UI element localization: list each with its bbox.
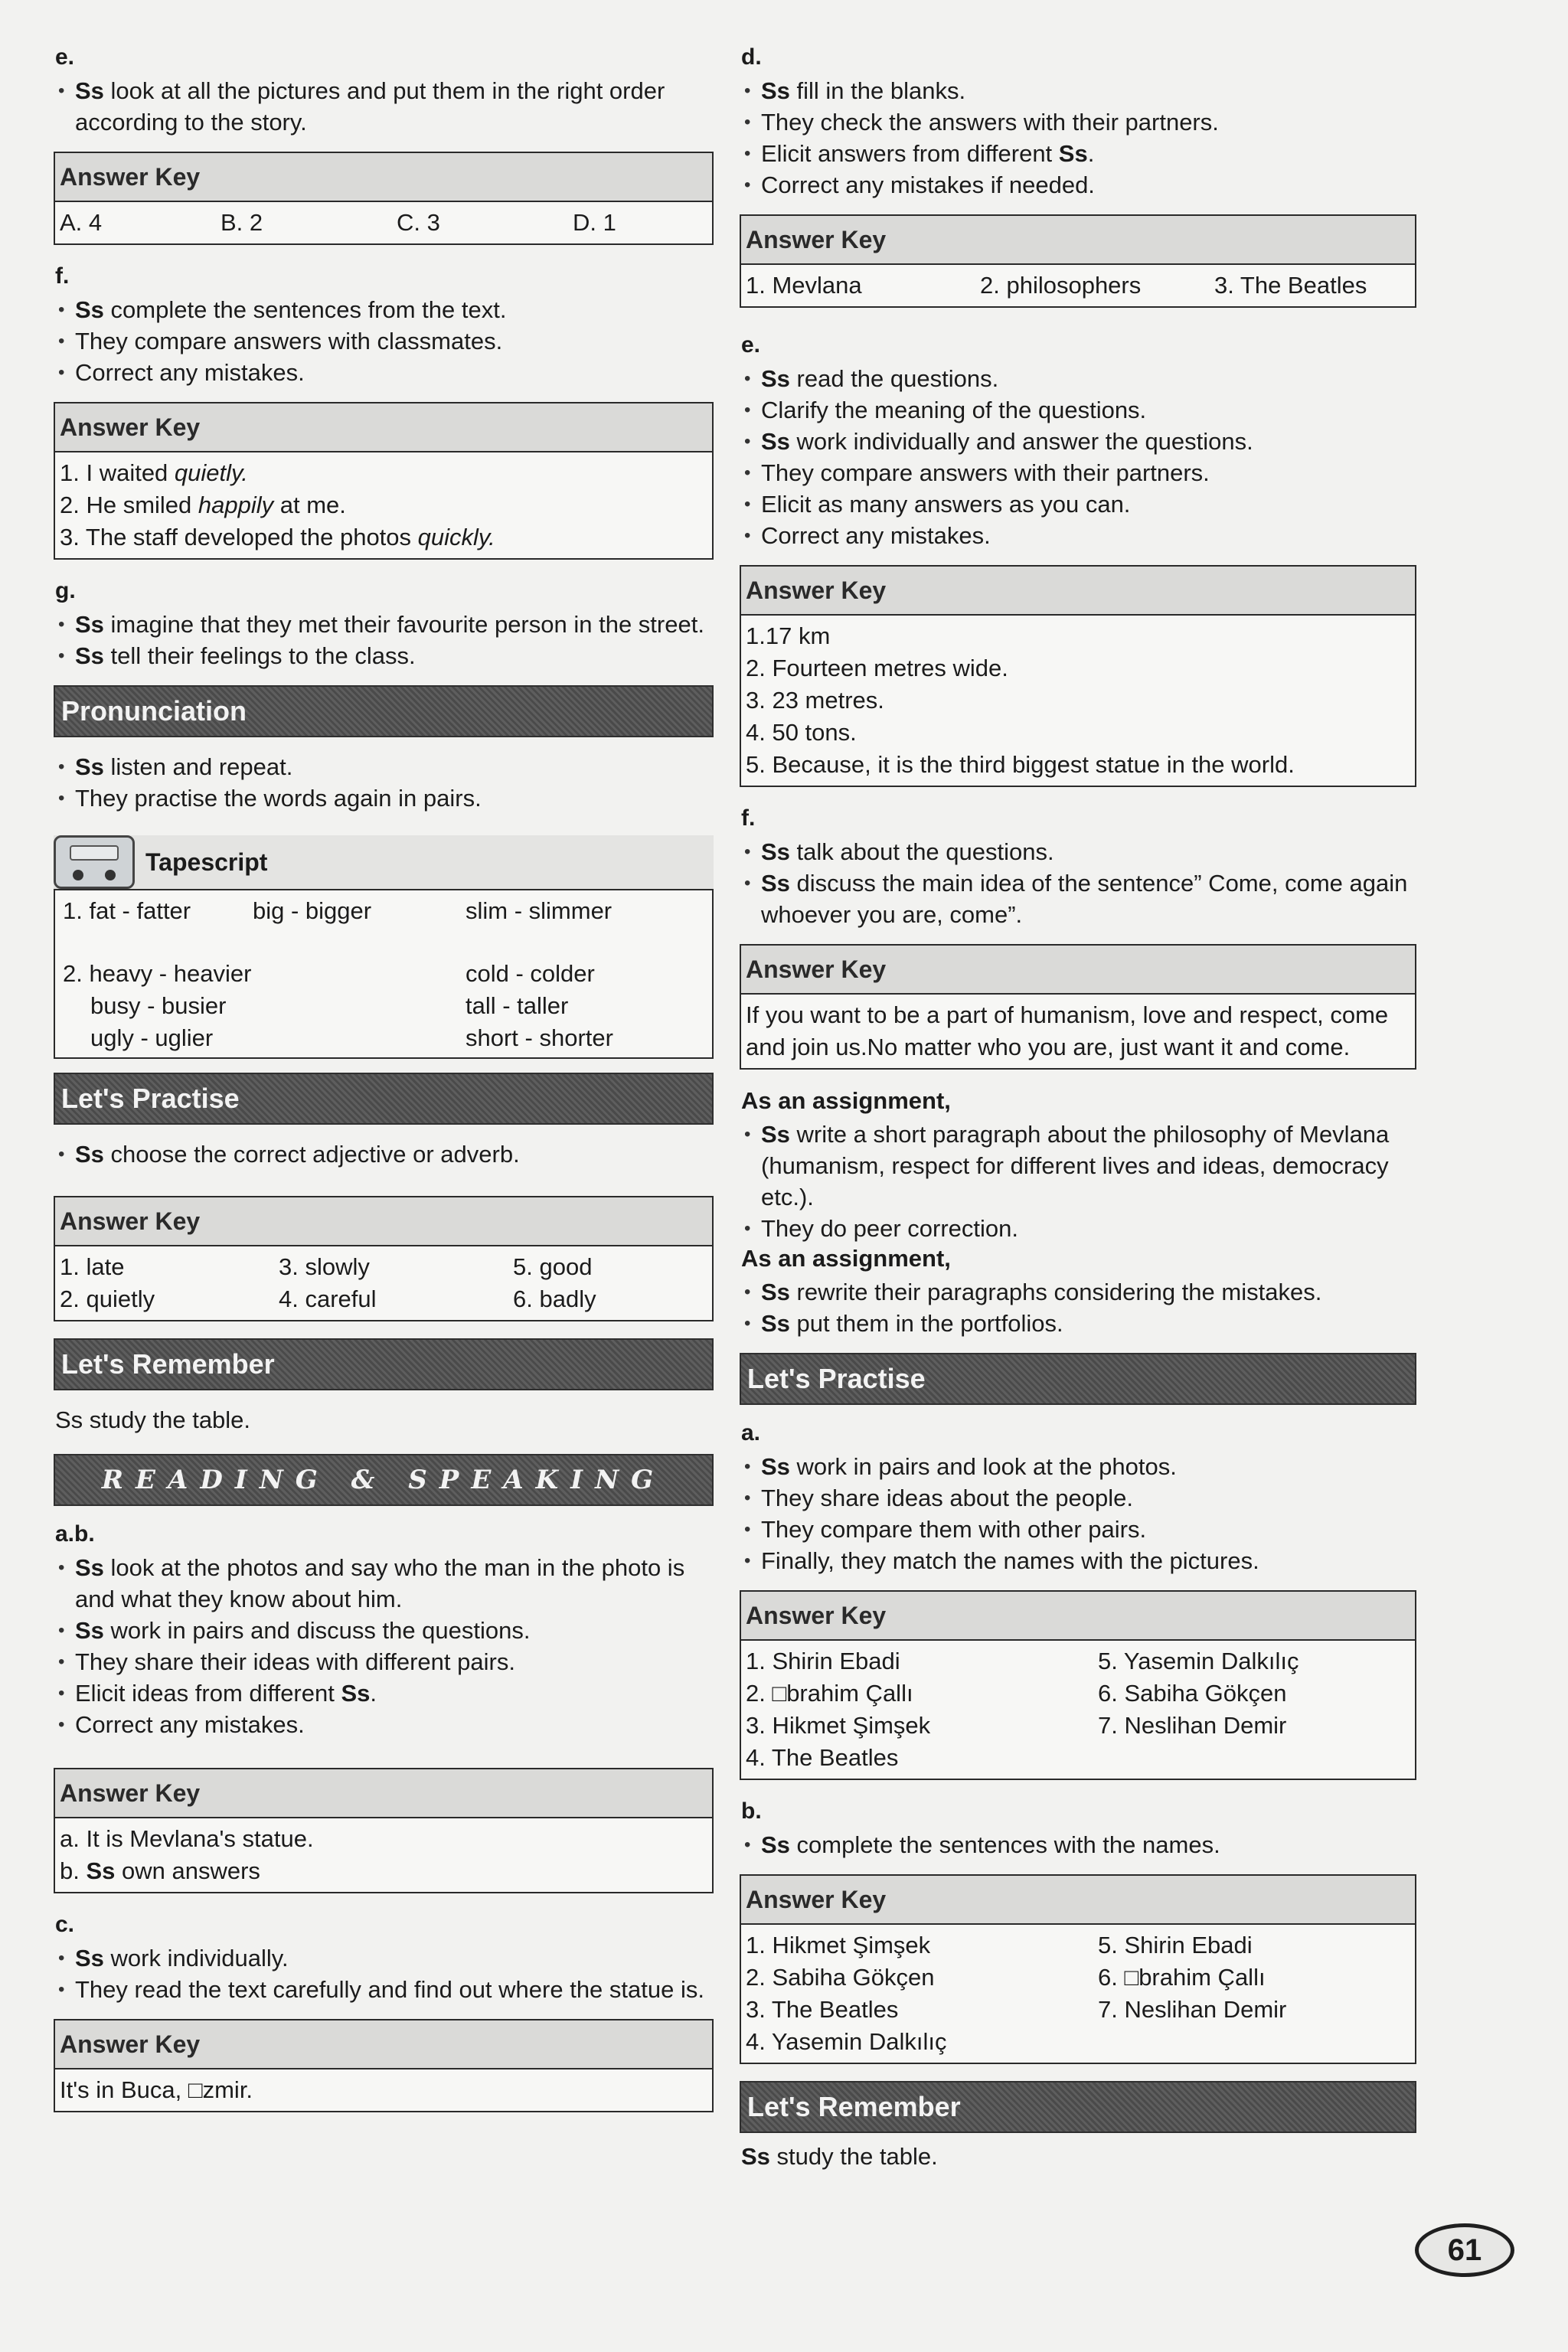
- bullet-item: • Elicit ideas from different Ss.: [54, 1677, 714, 1709]
- bullet-item: • Ss put them in the portfolios.: [740, 1308, 1416, 1339]
- bullet-item: • Ss read the questions.: [740, 363, 1416, 394]
- bullet-item: • Finally, they match the names with the pictures.: [740, 1545, 1416, 1576]
- answer-key-title: Answer Key: [741, 1592, 1415, 1641]
- section-header-lets-remember: Let's Remember: [740, 2081, 1416, 2133]
- answer-key-title: Answer Key: [55, 153, 712, 202]
- bullet-item: • They do peer correction.: [740, 1213, 1416, 1244]
- answer-key-box: [54, 402, 714, 560]
- bullet-item: • Ss imagine that they met their favourite person in the street.: [54, 609, 714, 640]
- answer-key-box: [54, 152, 714, 245]
- answer-key-title: Answer Key: [55, 2020, 712, 2069]
- bullet-item: • Elicit as many answers as you can.: [740, 488, 1416, 520]
- bullet-list: [740, 836, 1416, 930]
- assignment-label: As an assignment,: [741, 1087, 951, 1114]
- section-letter: f.: [55, 263, 70, 289]
- bullet-item: • They practise the words again in pairs.: [54, 782, 714, 814]
- bullet-item: • Elicit answers from different Ss.: [740, 138, 1416, 169]
- answer-key-box: Answer Key It's in Buca, □zmir.: [54, 2019, 714, 2112]
- section-letter: a.b.: [55, 1521, 95, 1547]
- section-letter: a.: [741, 1420, 761, 1446]
- bullet-list: [740, 363, 1416, 551]
- bullet-list: [54, 1138, 714, 1170]
- tapescript-box: 1. fat - fatter big - bigger slim - slimmer 2. heavy - heavier cold - colder busy - busier tall - taller ugly - uglier short - shorter: [54, 889, 714, 1059]
- bullet-item: • Ss fill in the blanks.: [740, 75, 1416, 106]
- bullet-list: [740, 1119, 1416, 1244]
- bullet-list: [740, 1829, 1416, 1860]
- answer-key-box: Answer Key 1. Hikmet Şimşek 2. Sabiha Gökçen 3. The Beatles 4. Yasemin Dalkılıç 5. Shirin Ebadi 6. □brahim Çallı 7. Neslihan Demir: [740, 1874, 1416, 2064]
- bullet-item: • They compare them with other pairs.: [740, 1514, 1416, 1545]
- answer-line: 3. The staff developed the photos quickly.: [60, 524, 495, 550]
- bullet-list: [54, 1552, 714, 1740]
- bullet-list: [54, 75, 714, 138]
- bullet-item: • Correct any mistakes.: [54, 357, 714, 388]
- page-number: 61: [1415, 2223, 1514, 2277]
- bullet-item: • Ss complete the sentences with the names.: [740, 1829, 1416, 1860]
- bullet-item: • Ss complete the sentences from the text.: [54, 294, 714, 325]
- bullet-item: • Ss write a short paragraph about the philosophy of Mevlana (humanism, respect for different lives and ideas, democracy etc.).: [740, 1119, 1416, 1213]
- bullet-item: • They check the answers with their partners.: [740, 106, 1416, 138]
- section-letter: f.: [741, 805, 756, 831]
- answer-key-box: Answer Key 1.17 km 2. Fourteen metres wide. 3. 23 metres. 4. 50 tons. 5. Because, it is the third biggest statue in the world.: [740, 565, 1416, 787]
- bullet-item: • Ss work in pairs and look at the photos.: [740, 1451, 1416, 1482]
- section-letter: g.: [55, 578, 76, 603]
- bullet-item: • Correct any mistakes.: [740, 520, 1416, 551]
- bullet-item: • Ss work individually and answer the questions.: [740, 426, 1416, 457]
- bullet-item: • Ss choose the correct adjective or adverb.: [54, 1138, 714, 1170]
- answer-line: 1. I waited quietly.: [60, 459, 248, 486]
- instruction-text: Ss study the table.: [55, 1406, 251, 1433]
- bullet-item: • Ss tell their feelings to the class.: [54, 640, 714, 671]
- bullet-item: • Ss work individually.: [54, 1942, 714, 1974]
- bullet-list: [54, 751, 714, 814]
- bullet-list: [54, 609, 714, 671]
- bullet-list: [740, 1276, 1416, 1339]
- answer-key-box: Answer Key 1. late 3. slowly 5. good 2. quietly 4. careful 6. badly: [54, 1196, 714, 1321]
- answer-line: 2. He smiled happily at me.: [60, 492, 346, 518]
- bullet-item: • They compare answers with their partners.: [740, 457, 1416, 488]
- bullet-item: • They share their ideas with different pairs.: [54, 1646, 714, 1677]
- answer-key-box: Answer Key If you want to be a part of humanism, love and respect, come and join us.No matter who you are, just want it and come.: [740, 944, 1416, 1070]
- bullet-list: [54, 294, 714, 388]
- section-letter: e.: [741, 332, 761, 358]
- bullet-item: • Ss discuss the main idea of the sentence” Come, come again whoever you are, come”.: [740, 867, 1416, 930]
- bullet-list: [740, 75, 1416, 201]
- bullet-item: • Clarify the meaning of the questions.: [740, 394, 1416, 426]
- tapescript-header: [54, 835, 714, 889]
- answer-key-box: Answer Key a. It is Mevlana's statue. b. Ss own answers: [54, 1768, 714, 1893]
- answer-key-title: Answer Key: [741, 567, 1415, 616]
- bullet-item: • Ss work in pairs and discuss the questions.: [54, 1615, 714, 1646]
- bullet-list: [54, 1942, 714, 2005]
- bullet-item: • They read the text carefully and find out where the statue is.: [54, 1974, 714, 2005]
- section-header-pronunciation: Pronunciation: [54, 685, 714, 737]
- bullet-item: • Correct any mistakes.: [54, 1709, 714, 1740]
- answer-key-title: Answer Key: [55, 1769, 712, 1818]
- answer-key-box: Answer Key 1. Shirin Ebadi 2. □brahim Çallı 3. Hikmet Şimşek 4. The Beatles 5. Yasemin Dalkılıç 6. Sabiha Gökçen 7. Neslihan Demir: [740, 1590, 1416, 1780]
- bullet-item: • Ss look at the photos and say who the man in the photo is and what they know about him.: [54, 1552, 714, 1615]
- section-letter: d.: [741, 44, 762, 70]
- answer-key-title: Answer Key: [55, 403, 712, 452]
- answer-key-title: Answer Key: [741, 216, 1415, 265]
- bullet-item: • Ss look at all the pictures and put them in the right order according to the story.: [54, 75, 714, 138]
- section-header-lets-practise: Let's Practise: [54, 1073, 714, 1125]
- section-header-reading-speaking: READING & SPEAKING: [54, 1454, 714, 1506]
- cassette-icon: [54, 835, 135, 889]
- bullet-item: • Ss talk about the questions.: [740, 836, 1416, 867]
- left-column: [54, 43, 714, 2129]
- answer-key-title: Answer Key: [741, 946, 1415, 995]
- answer-key-title: Answer Key: [55, 1197, 712, 1246]
- bullet-item: • Correct any mistakes if needed.: [740, 169, 1416, 201]
- bullet-item: • They compare answers with classmates.: [54, 325, 714, 357]
- section-letter: b.: [741, 1798, 762, 1824]
- answer-key-row: A. 4 B. 2 C. 3 D. 1: [60, 209, 616, 236]
- assignment-label: As an assignment,: [741, 1245, 951, 1272]
- bullet-item: • Ss rewrite their paragraphs considering the mistakes.: [740, 1276, 1416, 1308]
- bullet-item: • They share ideas about the people.: [740, 1482, 1416, 1514]
- bullet-item: • Ss listen and repeat.: [54, 751, 714, 782]
- answer-key-title: Answer Key: [741, 1876, 1415, 1925]
- bullet-list: [740, 1451, 1416, 1576]
- section-header-lets-practise: Let's Practise: [740, 1353, 1416, 1405]
- section-letter: e.: [55, 44, 75, 70]
- tapescript-title: Tapescript: [145, 848, 268, 876]
- section-letter: c.: [55, 1912, 75, 1937]
- answer-key-box: Answer Key 1. Mevlana 2. philosophers 3. The Beatles: [740, 214, 1416, 308]
- right-column: [740, 43, 1416, 2190]
- instruction-text: Ss study the table.: [741, 2143, 938, 2170]
- section-header-lets-remember: Let's Remember: [54, 1338, 714, 1390]
